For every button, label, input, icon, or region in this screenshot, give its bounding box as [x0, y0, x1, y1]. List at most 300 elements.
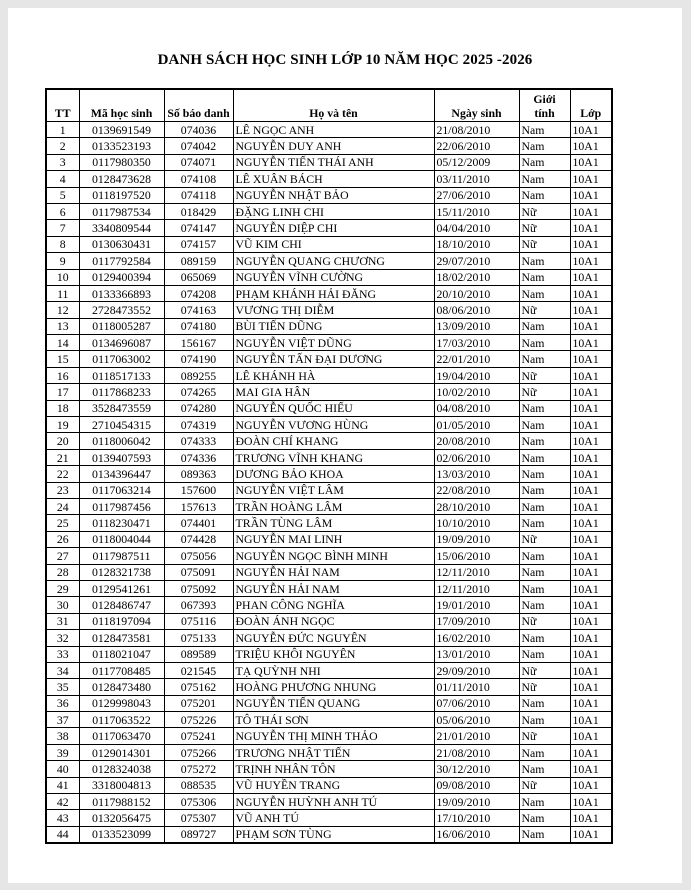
table-row [46, 498, 612, 514]
student-code-cell: 0117708485 [79, 662, 164, 678]
date-of-birth-cell: 20/10/2010 [434, 285, 519, 301]
class-name-cell: 10A1 [570, 630, 612, 646]
student-list-table [45, 88, 613, 844]
full-name-cell: LÊ KHÁNH HÀ [233, 367, 434, 383]
student-code-cell: 2728473552 [79, 302, 164, 318]
full-name-cell: MAI GIA HÂN [233, 384, 434, 400]
row-number-cell: 42 [46, 794, 79, 810]
table-body [46, 122, 612, 844]
student-code-cell: 0118004044 [79, 531, 164, 547]
exam-number-cell: 075201 [164, 695, 233, 711]
row-number-cell: 6 [46, 203, 79, 219]
date-of-birth-cell: 12/11/2010 [434, 580, 519, 596]
date-of-birth-cell: 10/10/2010 [434, 515, 519, 531]
table-row [46, 580, 612, 596]
row-number-cell: 29 [46, 580, 79, 596]
gender-cell: Nam [519, 171, 570, 187]
row-number-cell: 30 [46, 597, 79, 613]
gender-cell: Nam [519, 580, 570, 596]
full-name-cell: PHẠM KHÁNH HẢI ĐĂNG [233, 285, 434, 301]
table-header-row [46, 89, 612, 122]
full-name-cell: NGUYỄN VIỆT DŨNG [233, 335, 434, 351]
exam-number-cell: 089159 [164, 253, 233, 269]
full-name-cell: NGUYỄN TIẾN THÁI ANH [233, 154, 434, 170]
exam-number-cell: 067393 [164, 597, 233, 613]
table-row [46, 482, 612, 498]
date-of-birth-cell: 08/06/2010 [434, 302, 519, 318]
student-code-cell: 0128324038 [79, 761, 164, 777]
header-class: Lớp [570, 89, 612, 122]
table-row [46, 630, 612, 646]
student-code-cell: 0139407593 [79, 449, 164, 465]
gender-cell: Nam [519, 138, 570, 154]
gender-cell: Nữ [519, 367, 570, 383]
class-name-cell: 10A1 [570, 400, 612, 416]
class-name-cell: 10A1 [570, 302, 612, 318]
date-of-birth-cell: 16/06/2010 [434, 826, 519, 843]
gender-cell: Nam [519, 597, 570, 613]
table-row [46, 646, 612, 662]
gender-cell: Nam [519, 318, 570, 334]
row-number-cell: 1 [46, 122, 79, 138]
gender-cell: Nữ [519, 220, 570, 236]
gender-cell: Nam [519, 826, 570, 843]
table-row [46, 712, 612, 728]
student-code-cell: 0117987534 [79, 203, 164, 219]
date-of-birth-cell: 01/05/2010 [434, 417, 519, 433]
date-of-birth-cell: 13/09/2010 [434, 318, 519, 334]
gender-cell: Nam [519, 548, 570, 564]
gender-cell: Nam [519, 154, 570, 170]
table-row [46, 203, 612, 219]
class-name-cell: 10A1 [570, 597, 612, 613]
row-number-cell: 38 [46, 728, 79, 744]
exam-number-cell: 075091 [164, 564, 233, 580]
row-number-cell: 16 [46, 367, 79, 383]
table-row [46, 728, 612, 744]
gender-cell: Nữ [519, 384, 570, 400]
row-number-cell: 43 [46, 810, 79, 826]
date-of-birth-cell: 17/10/2010 [434, 810, 519, 826]
student-code-cell: 0129014301 [79, 744, 164, 760]
row-number-cell: 25 [46, 515, 79, 531]
date-of-birth-cell: 10/02/2010 [434, 384, 519, 400]
table-row [46, 269, 612, 285]
class-name-cell: 10A1 [570, 187, 612, 203]
gender-cell: Nam [519, 515, 570, 531]
full-name-cell: BÙI TIẾN DŨNG [233, 318, 434, 334]
table-row [46, 613, 612, 629]
table-row [46, 384, 612, 400]
student-code-cell: 0117988152 [79, 794, 164, 810]
exam-number-cell: 075116 [164, 613, 233, 629]
gender-cell: Nam [519, 417, 570, 433]
full-name-cell: NGUYỄN VIỆT LÂM [233, 482, 434, 498]
class-name-cell: 10A1 [570, 744, 612, 760]
gender-cell: Nữ [519, 236, 570, 252]
student-code-cell: 0118197520 [79, 187, 164, 203]
date-of-birth-cell: 03/11/2010 [434, 171, 519, 187]
full-name-cell: TẠ QUỲNH NHI [233, 662, 434, 678]
class-name-cell: 10A1 [570, 712, 612, 728]
full-name-cell: NGUYỄN DIỆP CHI [233, 220, 434, 236]
full-name-cell: NGUYỄN HẢI NAM [233, 564, 434, 580]
class-name-cell: 10A1 [570, 384, 612, 400]
exam-number-cell: 074401 [164, 515, 233, 531]
full-name-cell: PHAN CÔNG NGHĨA [233, 597, 434, 613]
class-name-cell: 10A1 [570, 449, 612, 465]
student-code-cell: 0117987511 [79, 548, 164, 564]
exam-number-cell: 074118 [164, 187, 233, 203]
table-row [46, 367, 612, 383]
table-row [46, 662, 612, 678]
document-page [8, 8, 682, 883]
class-name-cell: 10A1 [570, 580, 612, 596]
table-row [46, 400, 612, 416]
full-name-cell: ĐOÀN CHÍ KHANG [233, 433, 434, 449]
class-name-cell: 10A1 [570, 777, 612, 793]
class-name-cell: 10A1 [570, 367, 612, 383]
exam-number-cell: 065069 [164, 269, 233, 285]
date-of-birth-cell: 02/06/2010 [434, 449, 519, 465]
date-of-birth-cell: 04/04/2010 [434, 220, 519, 236]
class-name-cell: 10A1 [570, 351, 612, 367]
full-name-cell: PHẠM SƠN TÙNG [233, 826, 434, 843]
date-of-birth-cell: 05/06/2010 [434, 712, 519, 728]
table-row [46, 318, 612, 334]
gender-cell: Nam [519, 466, 570, 482]
table-row [46, 810, 612, 826]
exam-number-cell: 074042 [164, 138, 233, 154]
date-of-birth-cell: 29/07/2010 [434, 253, 519, 269]
gender-cell: Nam [519, 449, 570, 465]
table-row [46, 548, 612, 564]
student-code-cell: 0118021047 [79, 646, 164, 662]
full-name-cell: VŨ HUYỀN TRANG [233, 777, 434, 793]
gender-cell: Nam [519, 253, 570, 269]
row-number-cell: 10 [46, 269, 79, 285]
full-name-cell: ĐẶNG LINH CHI [233, 203, 434, 219]
row-number-cell: 7 [46, 220, 79, 236]
student-code-cell: 3318004813 [79, 777, 164, 793]
exam-number-cell: 089363 [164, 466, 233, 482]
date-of-birth-cell: 16/02/2010 [434, 630, 519, 646]
student-code-cell: 0117063002 [79, 351, 164, 367]
date-of-birth-cell: 19/04/2010 [434, 367, 519, 383]
header-full-name: Họ và tên [233, 89, 434, 122]
table-row [46, 794, 612, 810]
row-number-cell: 18 [46, 400, 79, 416]
student-code-cell: 0128473628 [79, 171, 164, 187]
row-number-cell: 15 [46, 351, 79, 367]
full-name-cell: DƯƠNG BẢO KHOA [233, 466, 434, 482]
exam-number-cell: 074147 [164, 220, 233, 236]
exam-number-cell: 075092 [164, 580, 233, 596]
exam-number-cell: 074319 [164, 417, 233, 433]
exam-number-cell: 075133 [164, 630, 233, 646]
table-row [46, 138, 612, 154]
class-name-cell: 10A1 [570, 695, 612, 711]
date-of-birth-cell: 20/08/2010 [434, 433, 519, 449]
gender-cell: Nữ [519, 203, 570, 219]
full-name-cell: TRỊNH NHÂN TÔN [233, 761, 434, 777]
exam-number-cell: 074163 [164, 302, 233, 318]
date-of-birth-cell: 12/11/2010 [434, 564, 519, 580]
row-number-cell: 2 [46, 138, 79, 154]
class-name-cell: 10A1 [570, 498, 612, 514]
exam-number-cell: 074036 [164, 122, 233, 138]
header-gender [519, 89, 570, 122]
header-tt: TT [46, 89, 79, 122]
date-of-birth-cell: 21/08/2010 [434, 122, 519, 138]
table-row [46, 417, 612, 433]
full-name-cell: LÊ XUÂN BÁCH [233, 171, 434, 187]
full-name-cell: TRIỆU KHÔI NGUYÊN [233, 646, 434, 662]
gender-cell: Nam [519, 712, 570, 728]
exam-number-cell: 075056 [164, 548, 233, 564]
row-number-cell: 8 [46, 236, 79, 252]
date-of-birth-cell: 21/08/2010 [434, 744, 519, 760]
student-code-cell: 0117063214 [79, 482, 164, 498]
table-row [46, 220, 612, 236]
gender-cell: Nam [519, 335, 570, 351]
exam-number-cell: 075226 [164, 712, 233, 728]
class-name-cell: 10A1 [570, 138, 612, 154]
student-code-cell: 0118517133 [79, 367, 164, 383]
gender-cell: Nam [519, 269, 570, 285]
full-name-cell: NGUYỄN VƯƠNG HÙNG [233, 417, 434, 433]
class-name-cell: 10A1 [570, 285, 612, 301]
full-name-cell: NGUYỄN VĨNH CƯỜNG [233, 269, 434, 285]
exam-number-cell: 074208 [164, 285, 233, 301]
row-number-cell: 41 [46, 777, 79, 793]
gender-cell: Nữ [519, 531, 570, 547]
row-number-cell: 33 [46, 646, 79, 662]
table-row [46, 597, 612, 613]
gender-cell: Nữ [519, 777, 570, 793]
row-number-cell: 37 [46, 712, 79, 728]
gender-cell: Nữ [519, 302, 570, 318]
date-of-birth-cell: 27/06/2010 [434, 187, 519, 203]
row-number-cell: 20 [46, 433, 79, 449]
gender-cell: Nam [519, 187, 570, 203]
class-name-cell: 10A1 [570, 335, 612, 351]
student-code-cell: 0134396447 [79, 466, 164, 482]
row-number-cell: 5 [46, 187, 79, 203]
class-name-cell: 10A1 [570, 826, 612, 843]
student-code-cell: 0128321738 [79, 564, 164, 580]
class-name-cell: 10A1 [570, 515, 612, 531]
full-name-cell: VŨ KIM CHI [233, 236, 434, 252]
full-name-cell: NGUYỄN ĐỨC NGUYÊN [233, 630, 434, 646]
exam-number-cell: 075162 [164, 679, 233, 695]
exam-number-cell: 075241 [164, 728, 233, 744]
student-code-cell: 0128486747 [79, 597, 164, 613]
class-name-cell: 10A1 [570, 269, 612, 285]
row-number-cell: 44 [46, 826, 79, 843]
class-name-cell: 10A1 [570, 171, 612, 187]
row-number-cell: 11 [46, 285, 79, 301]
student-code-cell: 0130630431 [79, 236, 164, 252]
student-code-cell: 3340809544 [79, 220, 164, 236]
full-name-cell: NGUYỄN QUANG CHƯƠNG [233, 253, 434, 269]
row-number-cell: 32 [46, 630, 79, 646]
table-row [46, 433, 612, 449]
gender-cell: Nam [519, 810, 570, 826]
full-name-cell: VƯƠNG THỊ DIỄM [233, 302, 434, 318]
gender-cell: Nam [519, 761, 570, 777]
student-code-cell: 0132056475 [79, 810, 164, 826]
gender-cell: Nam [519, 400, 570, 416]
table-row [46, 351, 612, 367]
exam-number-cell: 089255 [164, 367, 233, 383]
date-of-birth-cell: 01/11/2010 [434, 679, 519, 695]
student-code-cell: 0118005287 [79, 318, 164, 334]
table-row [46, 236, 612, 252]
student-code-cell: 2710454315 [79, 417, 164, 433]
date-of-birth-cell: 18/10/2010 [434, 236, 519, 252]
row-number-cell: 17 [46, 384, 79, 400]
student-code-cell: 0118006042 [79, 433, 164, 449]
date-of-birth-cell: 15/11/2010 [434, 203, 519, 219]
class-name-cell: 10A1 [570, 318, 612, 334]
student-code-cell: 0118197094 [79, 613, 164, 629]
header-student-code: Mã học sinh [79, 89, 164, 122]
header-exam-number: Số báo danh [164, 89, 233, 122]
table-row [46, 285, 612, 301]
student-code-cell: 0128473581 [79, 630, 164, 646]
row-number-cell: 9 [46, 253, 79, 269]
exam-number-cell: 074280 [164, 400, 233, 416]
class-name-cell: 10A1 [570, 662, 612, 678]
date-of-birth-cell: 17/09/2010 [434, 613, 519, 629]
exam-number-cell: 074428 [164, 531, 233, 547]
full-name-cell: NGUYỄN HUỲNH ANH TÚ [233, 794, 434, 810]
student-code-cell: 0129541261 [79, 580, 164, 596]
student-code-cell: 0117987456 [79, 498, 164, 514]
student-code-cell: 0117980350 [79, 154, 164, 170]
student-code-cell: 0133523099 [79, 826, 164, 843]
exam-number-cell: 089589 [164, 646, 233, 662]
exam-number-cell: 089727 [164, 826, 233, 843]
full-name-cell: LÊ NGỌC ANH [233, 122, 434, 138]
exam-number-cell: 074157 [164, 236, 233, 252]
row-number-cell: 13 [46, 318, 79, 334]
class-name-cell: 10A1 [570, 122, 612, 138]
full-name-cell: VŨ ANH TÚ [233, 810, 434, 826]
gender-cell: Nam [519, 695, 570, 711]
header-gender-line1: Giới [533, 92, 556, 106]
exam-number-cell: 075272 [164, 761, 233, 777]
full-name-cell: NGUYỄN TẤN ĐẠI DƯƠNG [233, 351, 434, 367]
page-title: DANH SÁCH HỌC SINH LỚP 10 NĂM HỌC 2025 -2026 [157, 52, 533, 68]
class-name-cell: 10A1 [570, 236, 612, 252]
student-code-cell: 0129400394 [79, 269, 164, 285]
table-row [46, 187, 612, 203]
full-name-cell: NGUYỄN THỊ MINH THẢO [233, 728, 434, 744]
gender-cell: Nam [519, 285, 570, 301]
class-name-cell: 10A1 [570, 564, 612, 580]
gender-cell: Nam [519, 564, 570, 580]
student-code-cell: 0117868233 [79, 384, 164, 400]
gender-cell: Nữ [519, 662, 570, 678]
date-of-birth-cell: 22/01/2010 [434, 351, 519, 367]
full-name-cell: TÔ THÁI SƠN [233, 712, 434, 728]
date-of-birth-cell: 15/06/2010 [434, 548, 519, 564]
date-of-birth-cell: 17/03/2010 [434, 335, 519, 351]
row-number-cell: 3 [46, 154, 79, 170]
row-number-cell: 39 [46, 744, 79, 760]
row-number-cell: 4 [46, 171, 79, 187]
class-name-cell: 10A1 [570, 203, 612, 219]
date-of-birth-cell: 22/06/2010 [434, 138, 519, 154]
gender-cell: Nam [519, 744, 570, 760]
class-name-cell: 10A1 [570, 679, 612, 695]
date-of-birth-cell: 22/08/2010 [434, 482, 519, 498]
date-of-birth-cell: 19/09/2010 [434, 794, 519, 810]
row-number-cell: 23 [46, 482, 79, 498]
gender-cell: Nam [519, 630, 570, 646]
date-of-birth-cell: 13/01/2010 [434, 646, 519, 662]
exam-number-cell: 074336 [164, 449, 233, 465]
row-number-cell: 28 [46, 564, 79, 580]
class-name-cell: 10A1 [570, 646, 612, 662]
exam-number-cell: 074180 [164, 318, 233, 334]
row-number-cell: 34 [46, 662, 79, 678]
full-name-cell: NGUYỄN NHẬT BẢO [233, 187, 434, 203]
table-row [46, 154, 612, 170]
full-name-cell: NGUYỄN NGỌC BÌNH MINH [233, 548, 434, 564]
date-of-birth-cell: 04/08/2010 [434, 400, 519, 416]
gender-cell: Nam [519, 122, 570, 138]
header-date-of-birth: Ngày sinh [434, 89, 519, 122]
exam-number-cell: 156167 [164, 335, 233, 351]
student-code-cell: 3528473559 [79, 400, 164, 416]
table-row [46, 744, 612, 760]
date-of-birth-cell: 28/10/2010 [434, 498, 519, 514]
class-name-cell: 10A1 [570, 466, 612, 482]
class-name-cell: 10A1 [570, 794, 612, 810]
student-code-cell: 0117792584 [79, 253, 164, 269]
gender-cell: Nam [519, 794, 570, 810]
full-name-cell: ĐOÀN ÁNH NGỌC [233, 613, 434, 629]
table-row [46, 531, 612, 547]
exam-number-cell: 088535 [164, 777, 233, 793]
date-of-birth-cell: 18/02/2010 [434, 269, 519, 285]
date-of-birth-cell: 30/12/2010 [434, 761, 519, 777]
exam-number-cell: 075266 [164, 744, 233, 760]
row-number-cell: 21 [46, 449, 79, 465]
table-row [46, 335, 612, 351]
row-number-cell: 31 [46, 613, 79, 629]
exam-number-cell: 157613 [164, 498, 233, 514]
table-row [46, 515, 612, 531]
class-name-cell: 10A1 [570, 531, 612, 547]
exam-number-cell: 074071 [164, 154, 233, 170]
class-name-cell: 10A1 [570, 728, 612, 744]
exam-number-cell: 021545 [164, 662, 233, 678]
full-name-cell: NGUYỄN QUỐC HIẾU [233, 400, 434, 416]
student-code-cell: 0133523193 [79, 138, 164, 154]
exam-number-cell: 018429 [164, 203, 233, 219]
row-number-cell: 27 [46, 548, 79, 564]
gender-cell: Nam [519, 498, 570, 514]
row-number-cell: 26 [46, 531, 79, 547]
class-name-cell: 10A1 [570, 220, 612, 236]
row-number-cell: 24 [46, 498, 79, 514]
date-of-birth-cell: 07/06/2010 [434, 695, 519, 711]
full-name-cell: HOÀNG PHƯƠNG NHUNG [233, 679, 434, 695]
